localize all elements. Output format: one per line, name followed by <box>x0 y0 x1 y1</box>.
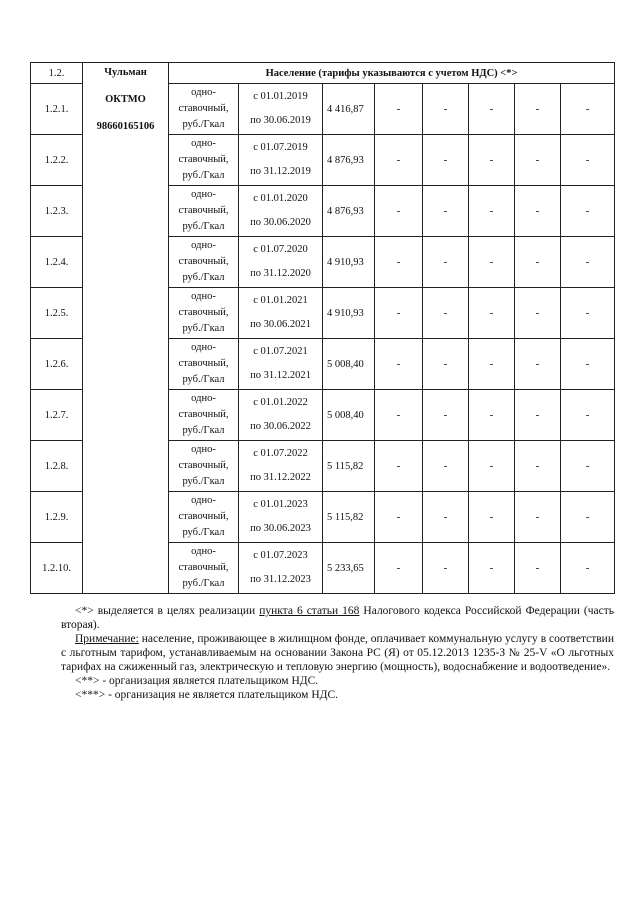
unit-line: руб./Гкал <box>182 425 225 436</box>
unit-line: руб./Гкал <box>182 527 225 538</box>
empty-value: - <box>469 288 515 339</box>
period-cell <box>239 390 323 441</box>
row-code: 1.2.3. <box>31 186 83 237</box>
unit-line: ставочный, <box>178 562 229 573</box>
unit-line: одно- <box>191 240 216 251</box>
period-to: по 31.12.2021 <box>250 370 311 381</box>
empty-value: - <box>561 441 615 492</box>
unit-line: одно- <box>191 495 216 506</box>
empty-value: - <box>515 390 561 441</box>
tariff-value: 5 115,82 <box>323 441 375 492</box>
empty-value: - <box>469 135 515 186</box>
empty-value: - <box>561 339 615 390</box>
empty-value: - <box>469 84 515 135</box>
unit-cell <box>169 237 239 288</box>
period-to: по 30.06.2021 <box>250 319 311 330</box>
empty-value: - <box>375 492 423 543</box>
empty-value: - <box>561 288 615 339</box>
empty-value: - <box>423 288 469 339</box>
unit-line: руб./Гкал <box>182 578 225 589</box>
empty-value: - <box>423 543 469 594</box>
period-from: с 01.01.2020 <box>253 193 308 204</box>
tariff-value: 4 876,93 <box>323 135 375 186</box>
footnotes <box>61 604 614 702</box>
empty-value: - <box>423 186 469 237</box>
footnote-text-end: Налогового кодекса Российской Федерации (часть вторая). <box>61 605 614 631</box>
empty-value: - <box>423 492 469 543</box>
period-to: по 31.12.2019 <box>250 166 311 177</box>
unit-line: одно- <box>191 393 216 404</box>
unit-line: ставочный, <box>178 103 229 114</box>
period-to: по 30.06.2020 <box>250 217 311 228</box>
period-to: по 31.12.2020 <box>250 268 311 279</box>
tariff-value: 5 008,40 <box>323 339 375 390</box>
unit-line: одно- <box>191 138 216 149</box>
unit-cell <box>169 135 239 186</box>
oktmo-code: 98660165106 <box>96 121 155 132</box>
empty-value: - <box>423 390 469 441</box>
unit-line: одно- <box>191 189 216 200</box>
row-code: 1.2.8. <box>31 441 83 492</box>
unit-line: одно- <box>191 342 216 353</box>
unit-line: одно- <box>191 444 216 455</box>
empty-value: - <box>515 339 561 390</box>
empty-value: - <box>469 186 515 237</box>
period-to: по 30.06.2023 <box>250 523 311 534</box>
tariff-value: 4 910,93 <box>323 288 375 339</box>
tariff-value: 4 416,87 <box>323 84 375 135</box>
empty-value: - <box>515 186 561 237</box>
period-from: с 01.01.2019 <box>253 91 308 102</box>
period-to: по 31.12.2023 <box>250 574 311 585</box>
empty-value: - <box>561 237 615 288</box>
unit-cell <box>169 84 239 135</box>
unit-cell <box>169 186 239 237</box>
empty-value: - <box>375 390 423 441</box>
footnote-vat-payer: <**> - организация является плательщиком НДС. <box>75 675 319 687</box>
period-cell <box>239 237 323 288</box>
empty-value: - <box>375 288 423 339</box>
footnote-non-vat-payer: <***> - организация не является плательщиком НДС. <box>75 689 339 701</box>
table-header-row <box>31 63 615 84</box>
tax-code-link[interactable]: пункта 6 статьи 168 <box>259 605 360 617</box>
unit-line: одно- <box>191 87 216 98</box>
empty-value: - <box>469 339 515 390</box>
empty-value: - <box>423 135 469 186</box>
unit-cell <box>169 543 239 594</box>
period-from: с 01.07.2019 <box>253 142 308 153</box>
footnote-vat <box>61 604 614 632</box>
row-code: 1.2.1. <box>31 84 83 135</box>
empty-value: - <box>515 84 561 135</box>
tariff-value: 5 115,82 <box>323 492 375 543</box>
section-code: 1.2. <box>31 63 83 84</box>
empty-value: - <box>515 492 561 543</box>
row-code: 1.2.6. <box>31 339 83 390</box>
empty-value: - <box>561 543 615 594</box>
remark-text: население, проживающее в жилищном фонде, оплачивает коммунальную услугу в соответствии с льготным тарифом, устанавливаемым на основании Закона РС (Я) от 05.12.2013 1235-З № 25-V «О льготных тарифах на сжиженный газ, электрическую и тепловую энергию (мощность), водоснабжение и водоотведение». <box>61 633 614 673</box>
tariff-value: 5 233,65 <box>323 543 375 594</box>
unit-line: руб./Гкал <box>182 476 225 487</box>
period-from: с 01.01.2023 <box>253 499 308 510</box>
tariff-table-body <box>31 63 615 594</box>
unit-cell <box>169 441 239 492</box>
footnote-remark <box>61 632 614 674</box>
empty-value: - <box>469 390 515 441</box>
empty-value: - <box>375 339 423 390</box>
period-cell <box>239 543 323 594</box>
period-from: с 01.07.2021 <box>253 346 308 357</box>
unit-line: руб./Гкал <box>182 221 225 232</box>
tariff-table <box>30 62 615 594</box>
tariff-value: 4 876,93 <box>323 186 375 237</box>
footnote-text: выделяется в целях реализации <box>93 605 260 617</box>
empty-value: - <box>423 237 469 288</box>
period-cell <box>239 441 323 492</box>
period-cell <box>239 135 323 186</box>
unit-line: руб./Гкал <box>182 119 225 130</box>
unit-line: ставочный, <box>178 358 229 369</box>
empty-value: - <box>469 237 515 288</box>
period-from: с 01.01.2021 <box>253 295 308 306</box>
empty-value: - <box>515 441 561 492</box>
empty-value: - <box>375 135 423 186</box>
empty-value: - <box>375 84 423 135</box>
footnote-mark: <*> <box>75 605 94 617</box>
tariff-value: 4 910,93 <box>323 237 375 288</box>
period-cell <box>239 288 323 339</box>
unit-line: ставочный, <box>178 256 229 267</box>
row-code: 1.2.4. <box>31 237 83 288</box>
unit-line: одно- <box>191 291 216 302</box>
empty-value: - <box>561 84 615 135</box>
period-to: по 31.12.2022 <box>250 472 311 483</box>
empty-value: - <box>515 135 561 186</box>
empty-value: - <box>423 441 469 492</box>
organization-cell <box>83 63 169 594</box>
empty-value: - <box>561 390 615 441</box>
empty-value: - <box>423 339 469 390</box>
period-from: с 01.07.2020 <box>253 244 308 255</box>
unit-line: одно- <box>191 546 216 557</box>
organization-name: Чульман <box>104 67 147 78</box>
empty-value: - <box>469 492 515 543</box>
empty-value: - <box>375 543 423 594</box>
unit-cell <box>169 288 239 339</box>
period-cell <box>239 84 323 135</box>
oktmo-label: ОКТМО <box>105 94 146 105</box>
empty-value: - <box>561 135 615 186</box>
row-code: 1.2.9. <box>31 492 83 543</box>
period-cell <box>239 339 323 390</box>
tariff-value: 5 008,40 <box>323 390 375 441</box>
empty-value: - <box>469 543 515 594</box>
unit-line: ставочный, <box>178 205 229 216</box>
unit-line: ставочный, <box>178 409 229 420</box>
period-from: с 01.01.2022 <box>253 397 308 408</box>
empty-value: - <box>375 441 423 492</box>
empty-value: - <box>515 237 561 288</box>
unit-line: руб./Гкал <box>182 272 225 283</box>
period-to: по 30.06.2022 <box>250 421 311 432</box>
period-to: по 30.06.2019 <box>250 115 311 126</box>
row-code: 1.2.5. <box>31 288 83 339</box>
period-from: с 01.07.2022 <box>253 448 308 459</box>
unit-line: ставочный, <box>178 154 229 165</box>
unit-cell <box>169 492 239 543</box>
unit-cell <box>169 339 239 390</box>
unit-line: ставочный, <box>178 511 229 522</box>
empty-value: - <box>423 84 469 135</box>
period-from: с 01.07.2023 <box>253 550 308 561</box>
empty-value: - <box>469 441 515 492</box>
remark-label: Примечание: <box>75 633 139 645</box>
unit-line: руб./Гкал <box>182 323 225 334</box>
unit-line: ставочный, <box>178 307 229 318</box>
unit-line: руб./Гкал <box>182 170 225 181</box>
row-code: 1.2.7. <box>31 390 83 441</box>
empty-value: - <box>375 237 423 288</box>
unit-line: руб./Гкал <box>182 374 225 385</box>
population-header: Население (тарифы указываются с учетом НДС) <*> <box>169 63 615 84</box>
period-cell <box>239 492 323 543</box>
empty-value: - <box>515 288 561 339</box>
empty-value: - <box>561 492 615 543</box>
unit-cell <box>169 390 239 441</box>
period-cell <box>239 186 323 237</box>
unit-line: ставочный, <box>178 460 229 471</box>
empty-value: - <box>515 543 561 594</box>
empty-value: - <box>561 186 615 237</box>
row-code: 1.2.10. <box>31 543 83 594</box>
empty-value: - <box>375 186 423 237</box>
row-code: 1.2.2. <box>31 135 83 186</box>
